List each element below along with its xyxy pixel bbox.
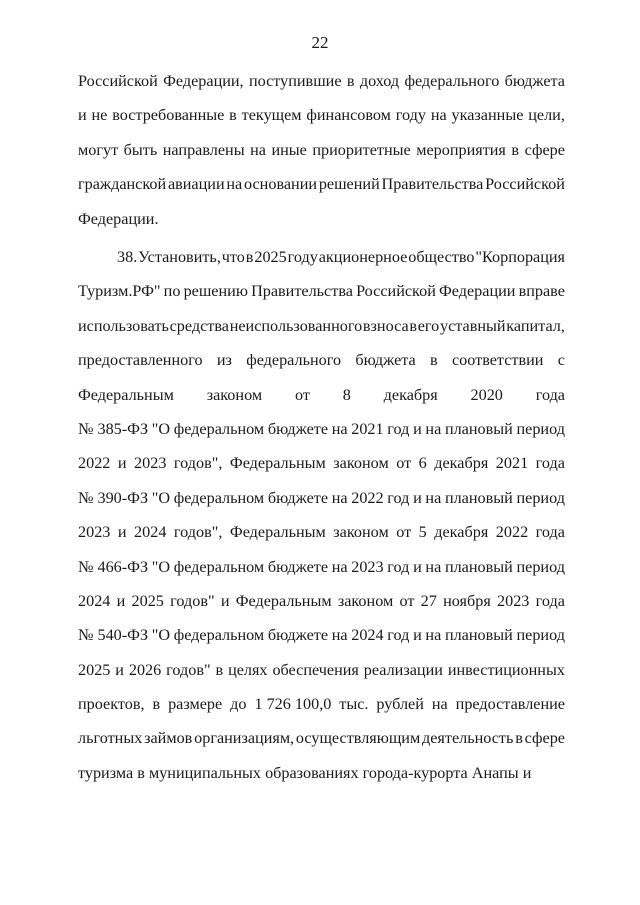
- word: 2022: [78, 454, 111, 473]
- word: годов",: [173, 523, 223, 542]
- word: 2021: [351, 419, 384, 438]
- text-line: [78, 515, 565, 549]
- word: средства: [169, 316, 229, 335]
- word: 6: [418, 454, 427, 473]
- word: туризма: [78, 763, 134, 782]
- word: 8: [342, 385, 351, 404]
- word: год: [387, 419, 410, 438]
- word: год: [387, 626, 410, 645]
- text-line: [78, 756, 565, 790]
- word: на: [425, 626, 442, 645]
- word: могут: [78, 140, 119, 159]
- word: указанные: [451, 106, 524, 125]
- word: период: [516, 626, 565, 645]
- word: гражданской: [78, 175, 167, 194]
- word: до: [230, 695, 247, 714]
- word: законом: [337, 591, 394, 610]
- paragraph-38: [78, 240, 565, 790]
- text-line: [78, 167, 565, 201]
- word: в: [346, 72, 355, 90]
- word: "О: [151, 557, 171, 576]
- word: из: [216, 351, 232, 370]
- word: 2025: [254, 248, 287, 266]
- word: 2025: [131, 591, 164, 610]
- word: году: [395, 106, 426, 125]
- word: предоставленного: [78, 351, 203, 370]
- word: от: [396, 523, 412, 542]
- word: льготных: [78, 729, 143, 748]
- paragraph-continuation: [78, 64, 565, 236]
- word: цели,: [528, 106, 565, 125]
- word: года: [535, 591, 565, 610]
- word: Анапы: [471, 763, 519, 782]
- word: 2023: [78, 523, 111, 542]
- word: период: [516, 557, 565, 576]
- word: на: [425, 557, 442, 576]
- word: 5: [418, 523, 427, 542]
- word: на: [331, 488, 348, 507]
- word: законом: [333, 454, 389, 473]
- word: его: [417, 316, 440, 335]
- word: бюджете: [267, 419, 329, 438]
- word: 2025: [78, 660, 111, 679]
- word: 2023: [351, 557, 384, 576]
- word: вправе: [518, 282, 565, 301]
- word: федерального: [404, 72, 500, 90]
- word: № 390-ФЗ: [78, 488, 149, 507]
- word: по: [163, 282, 181, 301]
- word: 2026: [128, 660, 162, 679]
- text-line: [78, 133, 565, 167]
- word: и: [413, 557, 422, 576]
- word: размере: [168, 695, 223, 714]
- word: год: [387, 557, 410, 576]
- text-line: [78, 343, 565, 377]
- word: организациям,: [194, 729, 295, 748]
- word: реализации: [363, 660, 443, 679]
- text-line: [78, 274, 565, 308]
- word: федеральном: [173, 626, 265, 645]
- word: бюджета: [504, 72, 565, 90]
- word: от: [294, 385, 310, 404]
- word: 27: [420, 591, 437, 610]
- word: 2021: [495, 454, 529, 473]
- word: в: [152, 695, 161, 714]
- word: бюджете: [267, 488, 329, 507]
- word: и: [522, 763, 532, 782]
- word: и: [117, 454, 127, 473]
- word: займов: [144, 729, 193, 748]
- word: 2023: [497, 591, 530, 610]
- word: обеспечения: [272, 660, 359, 679]
- word: Федеральным: [229, 523, 326, 542]
- word: на: [430, 106, 447, 125]
- word: в: [137, 763, 145, 782]
- word: в: [430, 351, 438, 370]
- word: Федеральным: [235, 591, 332, 610]
- word: году: [287, 248, 318, 266]
- word: в: [409, 316, 418, 335]
- word: года: [535, 523, 565, 542]
- word: ноября: [443, 591, 491, 610]
- text-line: [78, 64, 565, 98]
- word: общество: [408, 248, 475, 266]
- word: Федерации.: [78, 209, 159, 228]
- word: 1 726 100,0: [254, 695, 332, 714]
- word: 2022: [351, 488, 384, 507]
- word: использовать: [78, 316, 169, 335]
- word: № 385-ФЗ: [78, 419, 149, 438]
- word: на: [331, 626, 348, 645]
- word: инвестиционных: [447, 660, 565, 679]
- word: Федерации,: [163, 72, 244, 90]
- word: Туризм.РФ": [78, 282, 161, 301]
- word: плановый: [444, 419, 513, 438]
- word: капитал,: [506, 316, 565, 335]
- word: в: [511, 140, 520, 159]
- word: приоритетные: [312, 140, 411, 159]
- word: уставный: [439, 316, 506, 335]
- word: от: [399, 591, 415, 610]
- word: годов",: [173, 454, 223, 473]
- word: решений: [318, 175, 380, 194]
- word: плановый: [444, 488, 513, 507]
- text-line: [78, 240, 565, 274]
- word: декабря: [383, 385, 438, 404]
- word: мероприятия: [416, 140, 506, 159]
- word: законом: [333, 523, 389, 542]
- text-line: [78, 584, 565, 618]
- word: в: [515, 729, 523, 748]
- word: Федеральным: [78, 385, 174, 404]
- word: 2024: [351, 626, 384, 645]
- word: Федерации: [439, 282, 516, 301]
- word: предоставление: [455, 695, 565, 714]
- word: законом: [206, 385, 263, 404]
- word: года: [535, 385, 565, 404]
- word: 2024: [134, 523, 167, 542]
- word: года: [535, 454, 565, 473]
- word: 2024: [78, 591, 111, 610]
- word: акционерное: [318, 248, 408, 266]
- text-line: [78, 687, 565, 721]
- word: 2022: [495, 523, 529, 542]
- word: на: [226, 175, 243, 194]
- word: федеральном: [173, 488, 265, 507]
- word: не: [91, 106, 108, 125]
- word: период: [516, 419, 565, 438]
- word: Федеральным: [229, 454, 326, 473]
- text-line: [78, 721, 565, 755]
- text-line: [78, 653, 565, 687]
- word: период: [516, 488, 565, 507]
- word: решению: [183, 282, 248, 301]
- word: декабря: [434, 454, 489, 473]
- text-line: [78, 98, 565, 132]
- word: рублей: [376, 695, 424, 714]
- word: от: [396, 454, 412, 473]
- word: на: [250, 140, 266, 159]
- word: Правительства: [381, 175, 484, 194]
- word: проектов,: [78, 695, 145, 714]
- text-line: [78, 202, 565, 236]
- word: в: [229, 106, 237, 125]
- word: основании: [244, 175, 318, 194]
- word: взноса: [362, 316, 409, 335]
- word: города-курорта: [362, 763, 468, 782]
- text-line: [78, 378, 565, 412]
- text-line: [78, 309, 565, 343]
- word: федеральном: [173, 557, 265, 576]
- text-line: [78, 412, 565, 446]
- word: федеральном: [173, 419, 265, 438]
- word: 2023: [134, 454, 167, 473]
- word: и: [116, 591, 126, 610]
- word: с: [557, 351, 565, 370]
- word: и: [413, 626, 422, 645]
- word: деятельность: [422, 729, 514, 748]
- word: плановый: [444, 626, 513, 645]
- word: что: [221, 248, 245, 266]
- text-line: [78, 618, 565, 652]
- word: текущем: [241, 106, 302, 125]
- word: бюджете: [267, 626, 329, 645]
- word: год: [387, 488, 410, 507]
- word: Установить,: [138, 248, 221, 266]
- word: быть: [123, 140, 158, 159]
- word: неиспользованного: [229, 316, 363, 335]
- word: на: [425, 419, 442, 438]
- word: Российской: [356, 282, 436, 301]
- word: на: [331, 557, 348, 576]
- word: образованиях: [265, 763, 359, 782]
- word: поступившие: [248, 72, 342, 90]
- word: Правительства: [251, 282, 353, 301]
- word: годов": [170, 591, 215, 610]
- text-line: [78, 550, 565, 584]
- word: "Корпорация: [475, 248, 565, 266]
- word: бюджете: [267, 557, 329, 576]
- word: федерального: [246, 351, 342, 370]
- word: целях: [228, 660, 268, 679]
- word: "О: [151, 626, 171, 645]
- word: Российской: [485, 175, 565, 194]
- word: муниципальных: [148, 763, 262, 782]
- word: направлены: [162, 140, 245, 159]
- page-number: 22: [311, 33, 329, 52]
- word: сфере: [524, 729, 565, 748]
- word: на: [425, 488, 442, 507]
- word: сфере: [524, 140, 565, 159]
- word: годов": [166, 660, 211, 679]
- word: 38.: [117, 248, 138, 266]
- word: иные: [271, 140, 307, 159]
- word: Российской: [78, 72, 158, 90]
- word: № 540-ФЗ: [78, 626, 149, 645]
- word: финансовом: [306, 106, 391, 125]
- word: и: [115, 660, 124, 679]
- word: в: [215, 660, 224, 679]
- word: "О: [151, 419, 171, 438]
- word: и: [117, 523, 127, 542]
- word: плановый: [444, 557, 513, 576]
- text-line: [78, 481, 565, 515]
- word: на: [431, 695, 448, 714]
- word: доход: [359, 72, 400, 90]
- word: востребованные: [112, 106, 225, 125]
- text-line: [78, 446, 565, 480]
- word: бюджета: [355, 351, 416, 370]
- word: и: [413, 488, 422, 507]
- word: 2020: [470, 385, 503, 404]
- word: "О: [151, 488, 171, 507]
- word: в: [245, 248, 254, 266]
- word: осуществляющим: [295, 729, 421, 748]
- word: соответствии: [451, 351, 544, 370]
- word: № 466-ФЗ: [78, 557, 149, 576]
- word: и: [78, 106, 87, 125]
- word: авиации: [167, 175, 225, 194]
- word: и: [413, 419, 422, 438]
- word: тыс.: [339, 695, 369, 714]
- word: на: [331, 419, 348, 438]
- word: и: [220, 591, 230, 610]
- word: декабря: [434, 523, 489, 542]
